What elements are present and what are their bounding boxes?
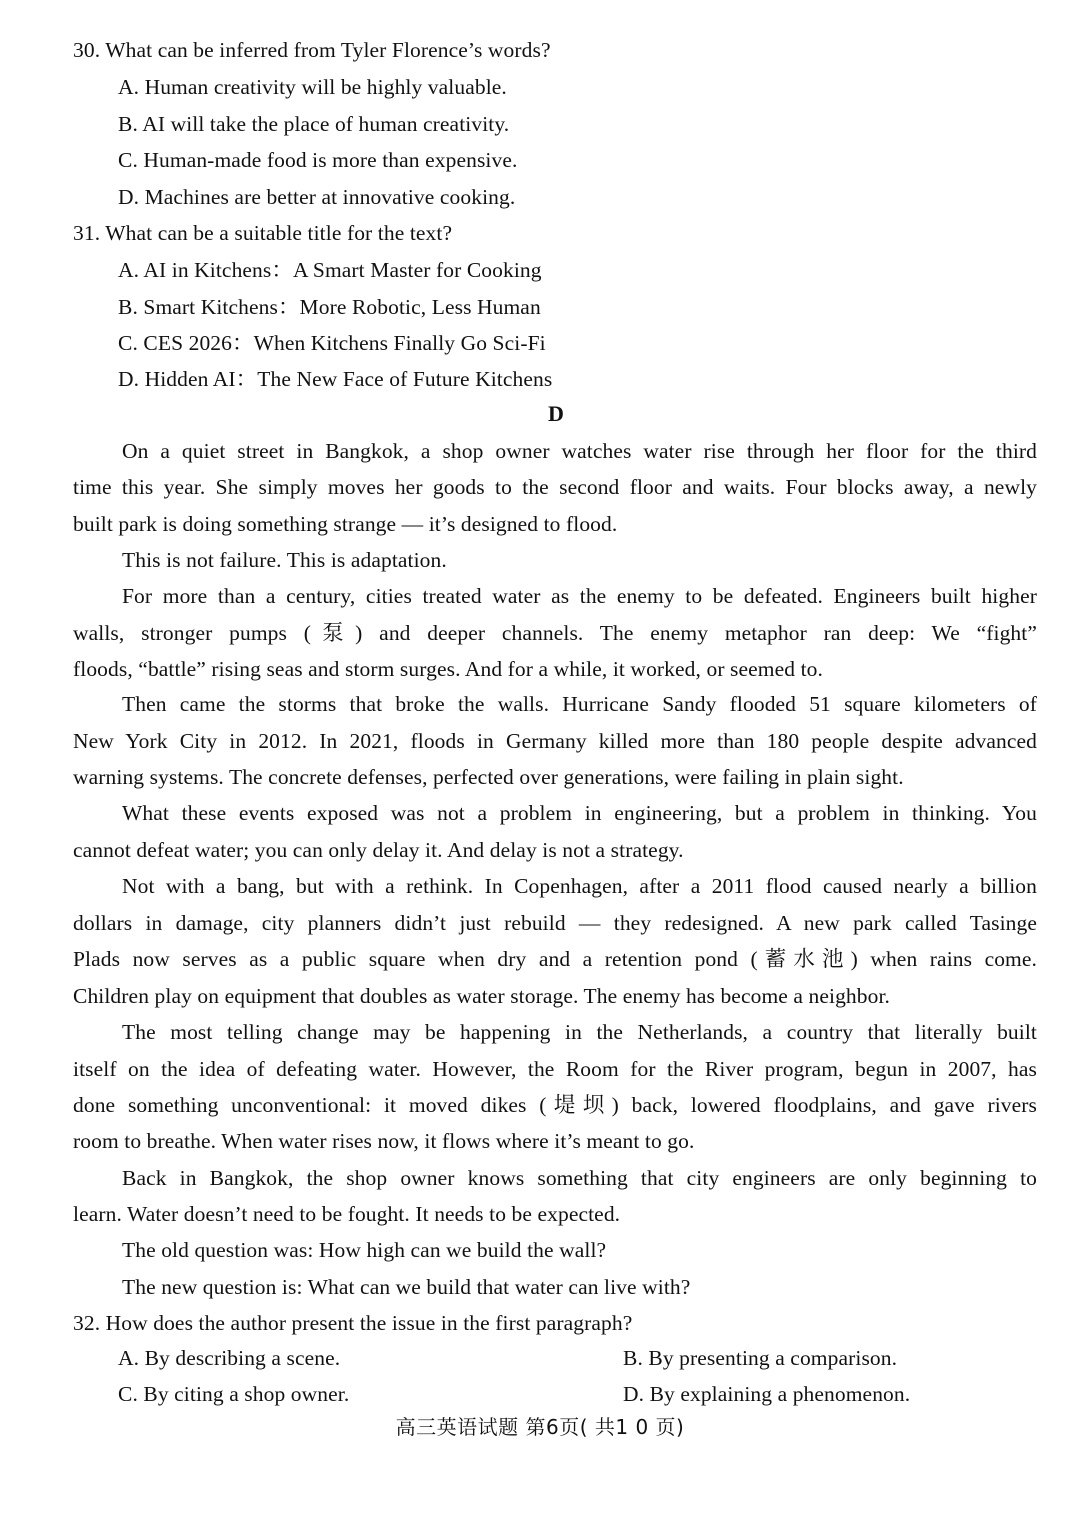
question-32-option-b: B. By presenting a comparison.	[623, 1346, 898, 1370]
passage-line: dollars in damage, city planners didn’t just rebuild — they redesigned. A new park called Tasinge	[73, 911, 1037, 935]
question-32-option-d: D. By explaining a phenomenon.	[623, 1382, 911, 1406]
passage-line: Plads now serves as a public square when dry and a retention pond (蓄水池) when rains come.	[73, 947, 1037, 971]
passage-line: For more than a century, cities treated water as the enemy to be defeated. Engineers built higher	[122, 584, 1037, 608]
passage-line: itself on the idea of defeating water. However, the Room for the River program, begun in 2007, has	[73, 1057, 1037, 1081]
passage-line: room to breathe. When water rises now, it flows where it’s meant to go.	[73, 1129, 695, 1153]
passage-line: New York City in 2012. In 2021, floods in Germany killed more than 180 people despite advanced	[73, 729, 1037, 753]
passage-line: done something unconventional: it moved dikes (堤坝) back, lowered floodplains, and gave rivers	[73, 1093, 1037, 1117]
question-30-stem: 30. What can be inferred from Tyler Florence’s words?	[73, 38, 551, 62]
question-30-option-b: B. AI will take the place of human creativity.	[118, 112, 510, 136]
passage-line: cannot defeat water; you can only delay it. And delay is not a strategy.	[73, 838, 684, 862]
section-title: D	[548, 401, 564, 426]
question-30-option-a: A. Human creativity will be highly valuable.	[118, 75, 507, 99]
question-30-option-d: D. Machines are better at innovative cooking.	[118, 185, 516, 209]
question-31-option-b: B. Smart Kitchens：More Robotic, Less Human	[118, 295, 541, 319]
question-31-option-c: C. CES 2026：When Kitchens Finally Go Sci-Fi	[118, 331, 546, 355]
passage-line: The new question is: What can we build that water can live with?	[122, 1275, 691, 1299]
passage-line: The most telling change may be happening in the Netherlands, a country that literally built	[122, 1020, 1037, 1044]
question-32-stem: 32. How does the author present the issue in the first paragraph?	[73, 1311, 633, 1335]
question-30-option-c: C. Human-made food is more than expensive.	[118, 148, 518, 172]
passage-line: What these events exposed was not a problem in engineering, but a problem in thinking. You	[122, 801, 1037, 825]
passage-line: time this year. She simply moves her goods to the second floor and waits. Four blocks away, a newly	[73, 475, 1037, 499]
question-31-option-a: A. AI in Kitchens：A Smart Master for Cooking	[118, 258, 542, 282]
passage-line: Back in Bangkok, the shop owner knows something that city engineers are only beginning to	[122, 1166, 1037, 1190]
question-31-option-d: D. Hidden AI：The New Face of Future Kitchens	[118, 367, 553, 391]
passage-line: Children play on equipment that doubles as water storage. The enemy has become a neighbor.	[73, 984, 891, 1008]
question-32-option-c: C. By citing a shop owner.	[118, 1382, 350, 1406]
passage-line: On a quiet street in Bangkok, a shop owner watches water rise through her floor for the third	[122, 439, 1037, 463]
passage-line: This is not failure. This is adaptation.	[122, 548, 447, 572]
passage-line: Not with a bang, but with a rethink. In Copenhagen, after a 2011 flood caused nearly a billion	[122, 874, 1037, 898]
question-32-option-a: A. By describing a scene.	[118, 1346, 341, 1370]
passage-line: The old question was: How high can we build the wall?	[122, 1238, 607, 1262]
passage-line: warning systems. The concrete defenses, perfected over generations, were failing in plain sight.	[73, 765, 904, 789]
page-footer: 高三英语试题 第6页( 共1 0 页)	[395, 1415, 685, 1439]
passage-line: Then came the storms that broke the walls. Hurricane Sandy flooded 51 square kilometers of	[122, 692, 1037, 716]
passage-line: learn. Water doesn’t need to be fought. It needs to be expected.	[73, 1202, 621, 1226]
passage-line: walls, stronger pumps (泵) and deeper channels. The enemy metaphor ran deep: We “fight”	[73, 621, 1037, 645]
passage-line: floods, “battle” rising seas and storm surges. And for a while, it worked, or seemed to.	[73, 657, 823, 681]
question-31-stem: 31. What can be a suitable title for the text?	[73, 221, 453, 245]
passage-line: built park is doing something strange — it’s designed to flood.	[73, 512, 618, 536]
